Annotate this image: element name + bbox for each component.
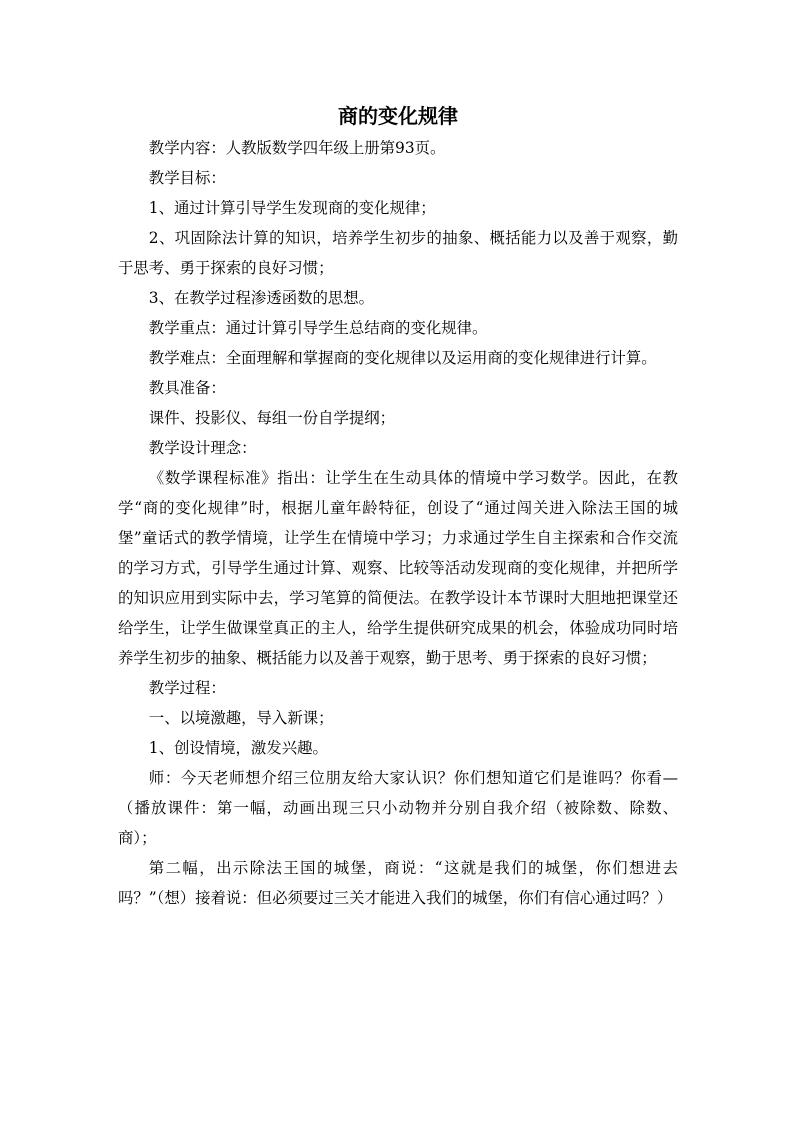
paragraph-key-point: 教学重点：通过计算引导学生总结商的变化规律。 bbox=[148, 319, 488, 337]
paragraph-process-heading: 教学过程： bbox=[148, 679, 226, 697]
paragraph-teaching-content: 教学内容：人教版数学四年级上册第93页。 bbox=[148, 139, 446, 157]
paragraph-step-1: 1、创设情境，激发兴趣。 bbox=[148, 739, 328, 757]
document-title: 商的变化规律 bbox=[338, 104, 458, 128]
document-page bbox=[118, 99, 678, 913]
paragraph-materials: 课件、投影仪、每组一份自学提纲； bbox=[148, 409, 396, 427]
paragraph-teacher-intro: 师：今天老师想介绍三位朋友给大家认识？你们想知道它们是谁吗？你看—（播放课件：第一幅，动画出现三只小动物并分别自我介绍（被除数、除数、商）； bbox=[118, 769, 678, 847]
paragraph-second-slide: 第二幅，出示除法王国的城堡，商说：“这就是我们的城堡，你们想进去吗？”（想）接着说：但必须要过三关才能进入我们的城堡，你们有信心通过吗？） bbox=[118, 859, 678, 907]
paragraph-goal-2: 2、巩固除法计算的知识，培养学生初步的抽象、概括能力以及善于观察，勤于思考、勇于探索的良好习惯； bbox=[118, 229, 678, 277]
paragraph-design-concept: 《数学课程标准》指出：让学生在生动具体的情境中学习数学。因此，在教学“商的变化规律”时，根据儿童年龄特征，创设了“通过闯关进入除法王国的城堡”童话式的教学情境，让学生在情境中学习；力求通过学生自主探索和合作交流的学习方式，引导学生通过计算、观察、比较等活动发现商的变化规律，并把所学的知识应用到实际中去，学习笔算的简便法。在教学设计本节课时大胆地把课堂还给学生，让学生做课堂真正的主人，给学生提供研究成果的机会，体验成功同时培养学生初步的抽象、概括能力以及善于观察，勤于思考、勇于探索的良好习惯； bbox=[118, 469, 678, 667]
paragraph-difficulty: 教学难点：全面理解和掌握商的变化规律以及运用商的变化规律进行计算。 bbox=[148, 349, 657, 367]
paragraph-goal-1: 1、通过计算引导学生发现商的变化规律； bbox=[148, 199, 436, 217]
paragraph-goal-3: 3、在教学过程渗透函数的思想。 bbox=[148, 289, 375, 307]
paragraph-section-1: 一、以境激趣，导入新课； bbox=[148, 709, 334, 727]
paragraph-design-concept-heading: 教学设计理念： bbox=[148, 439, 257, 457]
paragraph-teaching-goals-heading: 教学目标： bbox=[148, 169, 226, 187]
paragraph-materials-heading: 教具准备： bbox=[148, 379, 226, 397]
